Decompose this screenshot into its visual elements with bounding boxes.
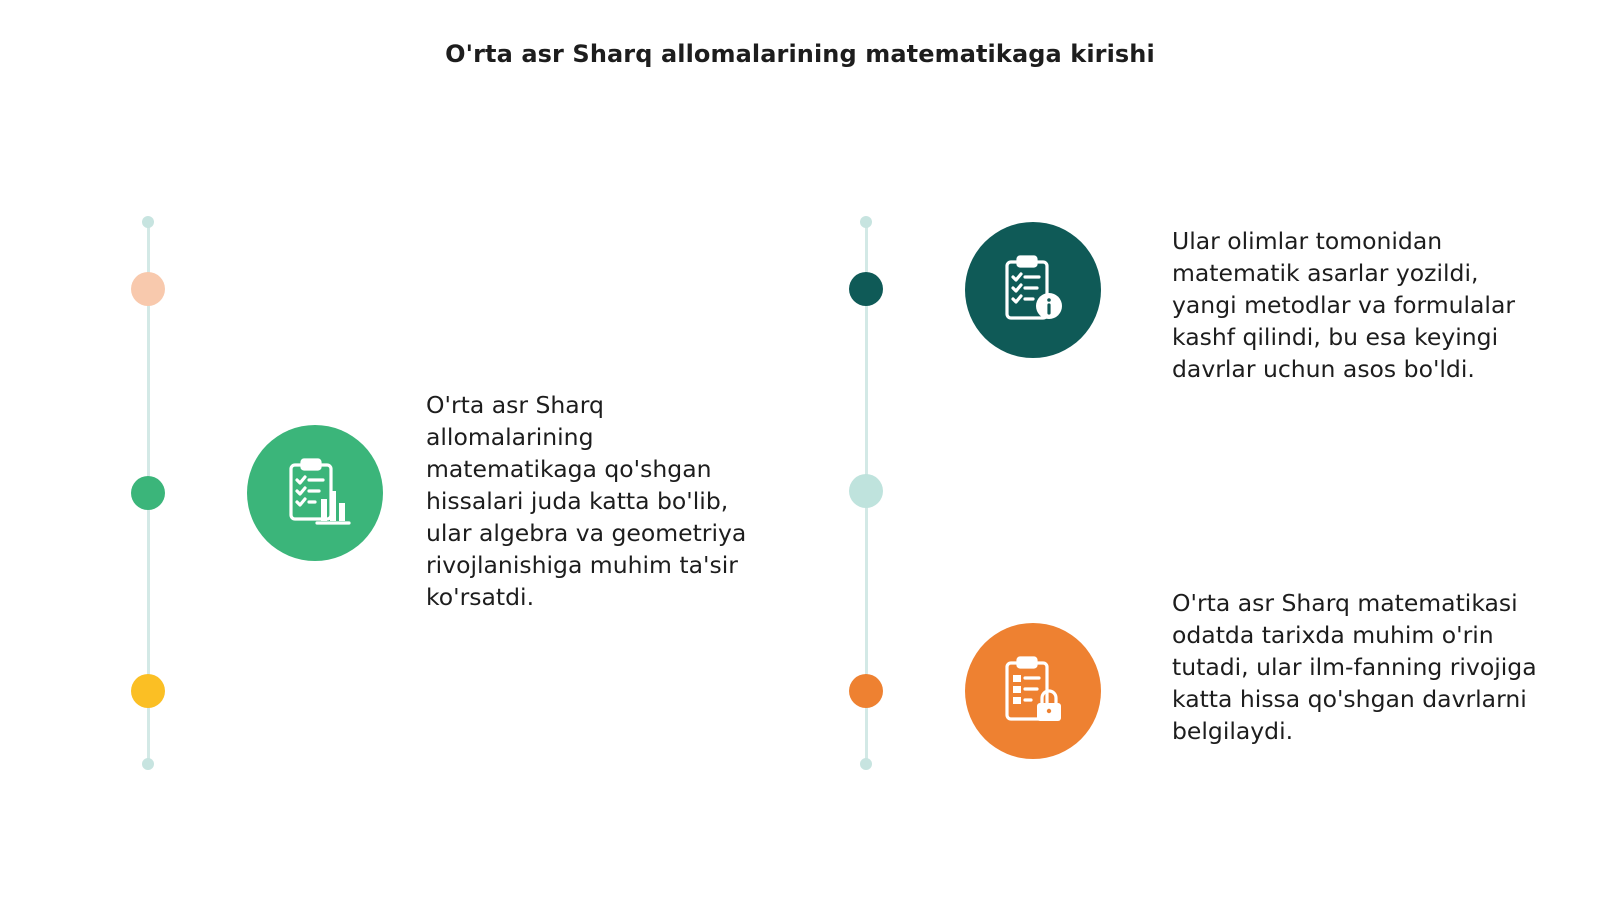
clipboard-chart-icon [247, 425, 383, 561]
right-timeline-dot-teal-light [849, 474, 883, 508]
clipboard-info-icon [965, 222, 1101, 358]
right-timeline-dot-teal-dark [849, 272, 883, 306]
right-timeline-start-dot [860, 216, 872, 228]
left-timeline-start-dot [142, 216, 154, 228]
item-text-3: O'rta asr Sharq matematikasi odatda tarixda muhim o'rin tutadi, ular ilm-fanning rivojiga katta hissa qo'shgan davrlarni belgilaydi. [1172, 589, 1537, 745]
item-text-1: O'rta asr Sharq allomalarining matematikaga qo'shgan hissalari juda katta bo'lib, ular algebra va geometriya rivojlanishiga muhim ta'sir ko'rsatdi. [426, 391, 747, 611]
item-text-2: Ular olimlar tomonidan matematik asarlar yozildi, yangi metodlar va formulalar kashf qilindi, bu esa keyingi davrlar uchun asos bo'ldi. [1172, 227, 1516, 383]
left-timeline-dot-green [131, 476, 165, 510]
right-timeline-dot-orange [849, 674, 883, 708]
left-timeline-dot-peach [131, 272, 165, 306]
clipboard-lock-icon [965, 623, 1101, 759]
left-timeline-end-dot [142, 758, 154, 770]
page-title: O'rta asr Sharq allomalarining matematikaga kirishi [445, 40, 1155, 68]
left-timeline-dot-yellow [131, 674, 165, 708]
right-timeline-end-dot [860, 758, 872, 770]
